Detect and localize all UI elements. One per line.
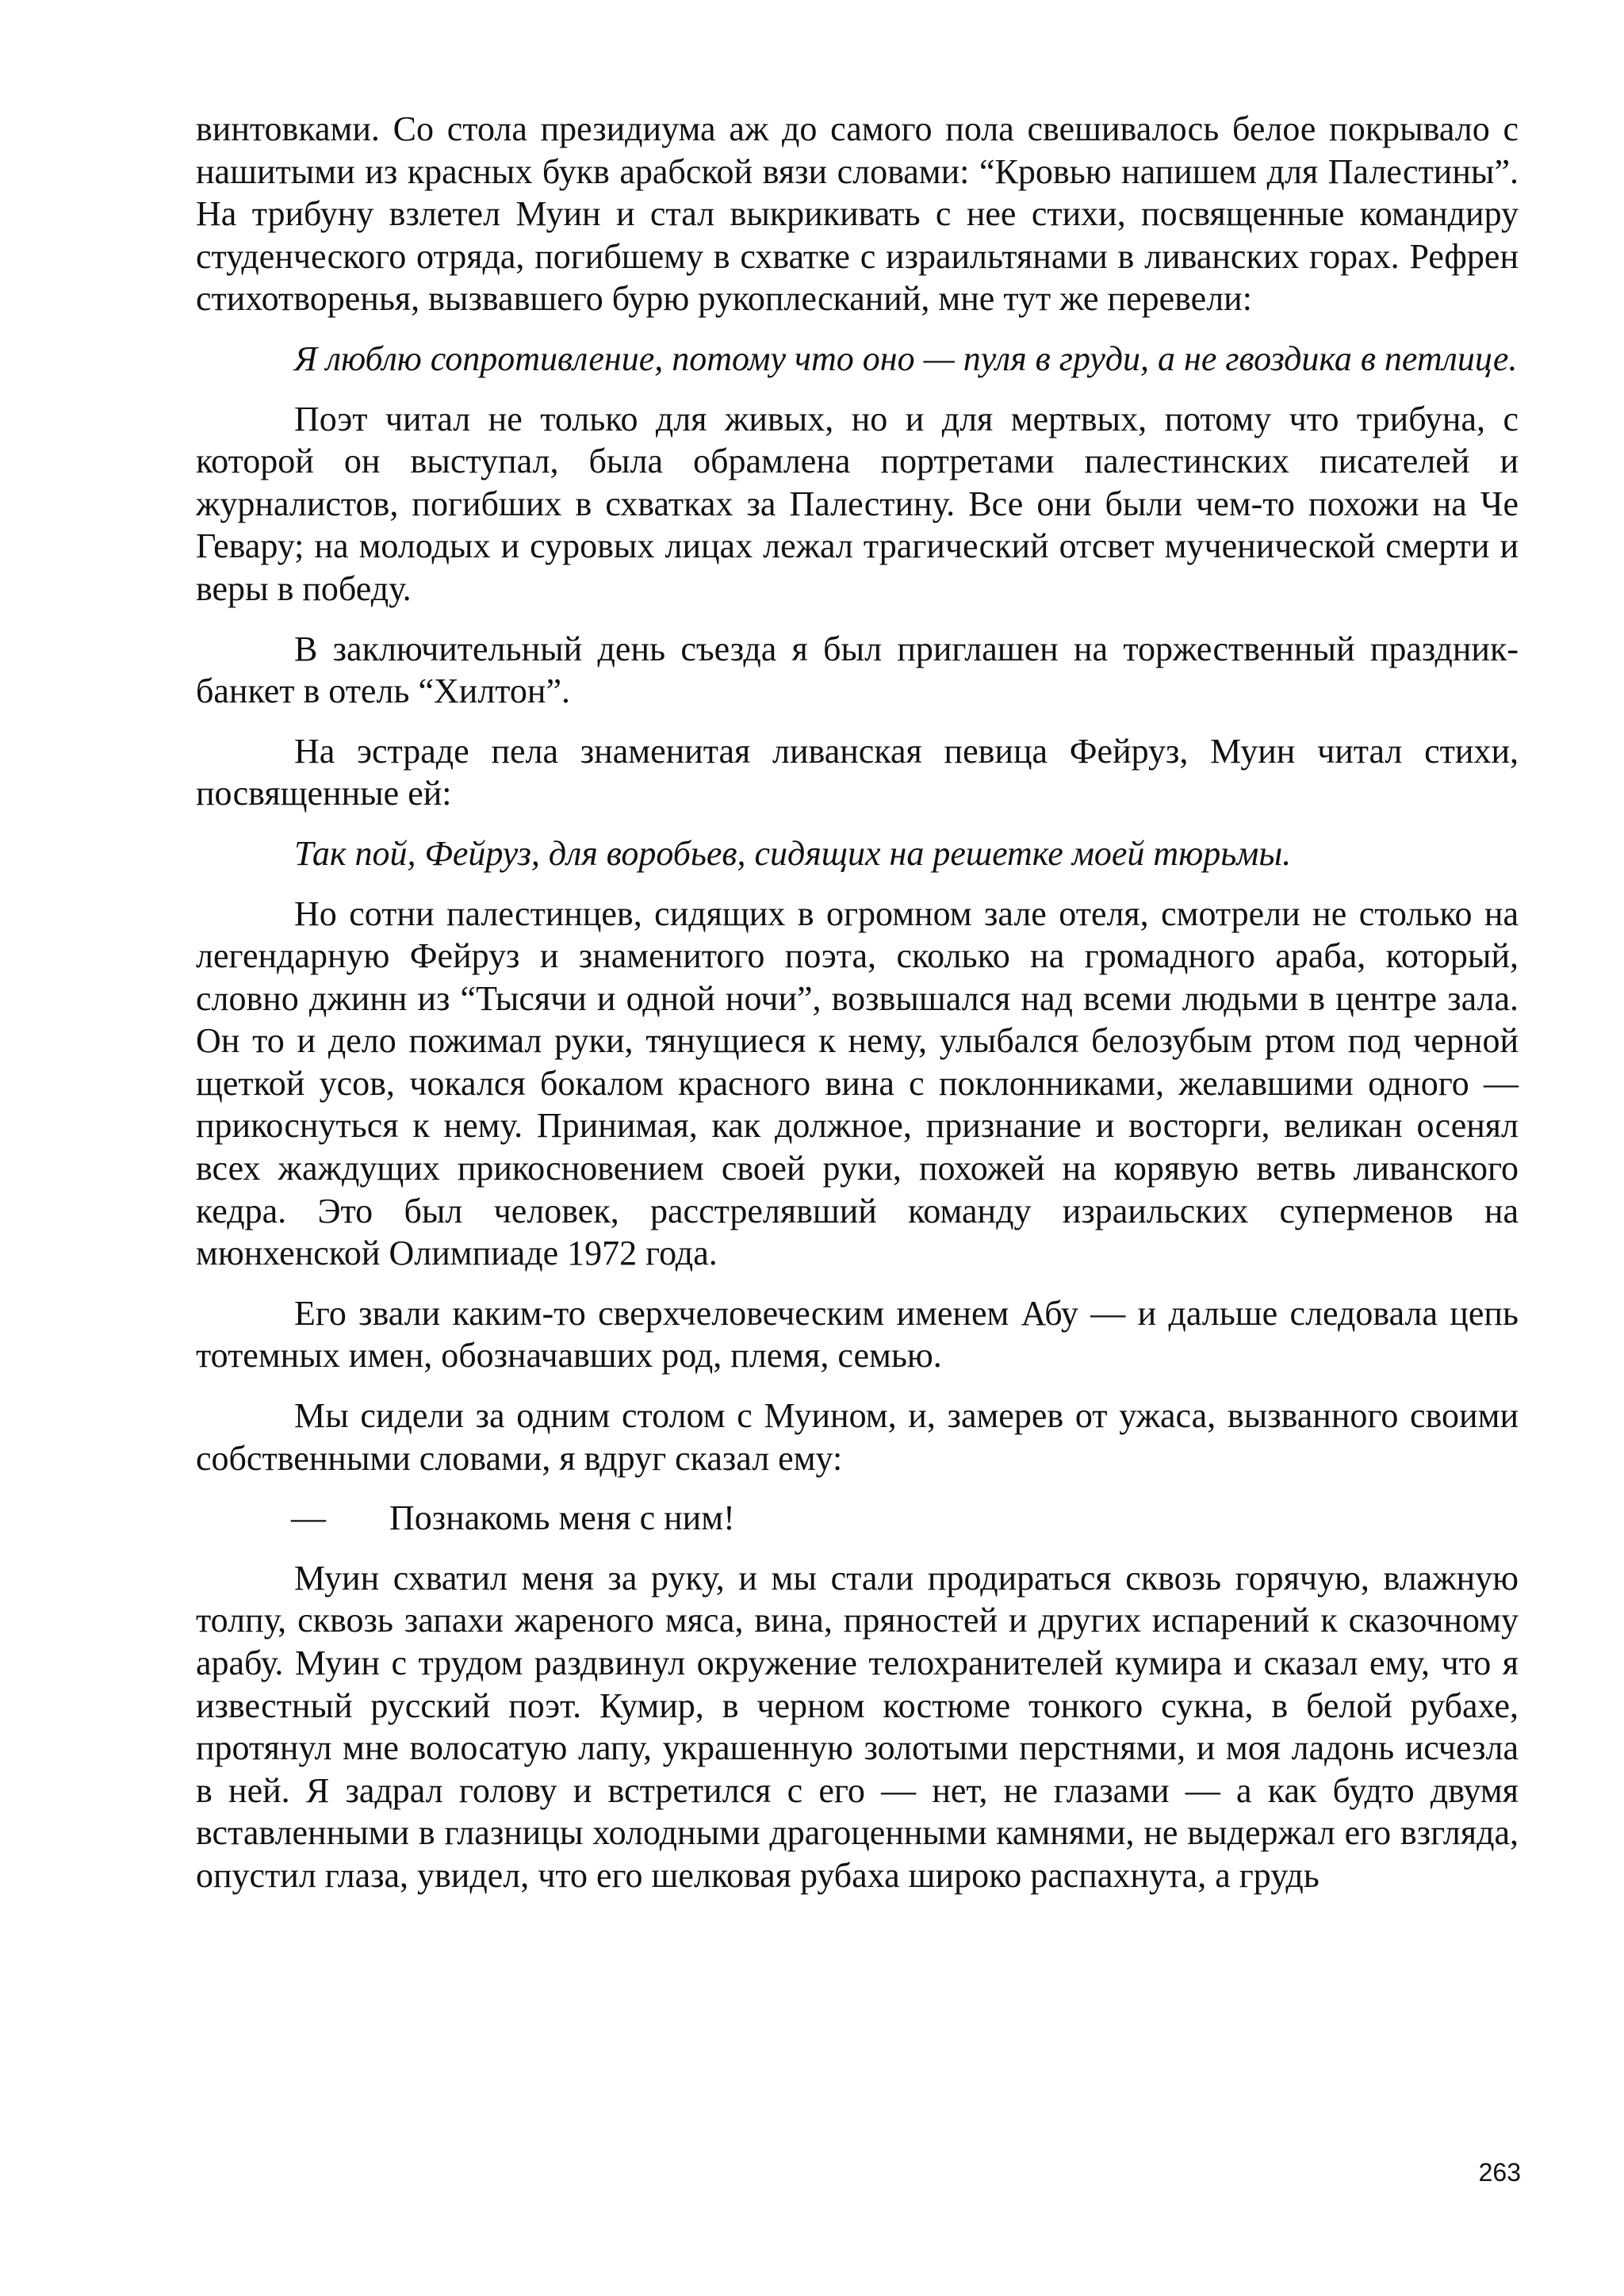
- paragraph: В заключительный день съезда я был приглашен на торжественный праздник-банкет в отель “Хилтон”.: [196, 629, 1519, 711]
- dialogue-dash: —: [291, 1498, 326, 1538]
- dialogue-text: Познакомь меня с ним!: [389, 1498, 735, 1538]
- verse-quote: Так пой, Фейруз, для воробьев, сидящих на решетке моей тюрьмы.: [294, 833, 1292, 873]
- verse-quote: Я люблю сопротивление, потому что оно — пуля в груди, а не гвоздика в петлице.: [294, 339, 1518, 378]
- page-body: [196, 108, 1519, 1915]
- paragraph: Мы сидели за одним столом с Муином, и, замерев от ужаса, вызванного своими собственными словами, я вдруг сказал ему:: [196, 1396, 1519, 1478]
- page-number: 263: [1478, 2158, 1521, 2187]
- paragraph: Но сотни палестинцев, сидящих в огромном зале отеля, смотрели не столько на легендарную Фейруз и знаменитого поэта, сколько на громадного араба, который, словно джинн из “Тысячи и одной ночи”, возвышался над всеми людьми в центре зала. Он то и дело пожимал руки, тянущиеся к нему, улыбался белозубым ртом под черной щеткой усов, чокался бокалом красного вина с поклонниками, желавшими одного — прикоснуться к нему. Принимая, как должное, признание и восторги, великан осенял всех жаждущих прикосновением своей руки, похожей на корявую ветвь ливанского кедра. Это был человек, расстрелявший команду израильских суперменов на мюнхенской Олимпиаде 1972 года.: [196, 894, 1519, 1273]
- paragraph: Муин схватил меня за руку, и мы стали продираться сквозь горячую, влажную толпу, сквозь запахи жареного мяса, вина, пряностей и других испарений к сказочному арабу. Муин с трудом раздвинул окружение телохранителей кумира и сказал ему, что я известный русский поэт. Кумир, в черном костюме тонкого сукна, в белой рубахе, протянул мне волосатую лапу, украшенную золотыми перстнями, и моя ладонь исчезла в ней. Я задрал голову и встретился с его — нет, не глазами — а как будто двумя вставленными в глазницы холодными драгоценными камнями, не выдержал его взгляда, опустил глаза, увидел, что его шелковая рубаха широко распахнута, а грудь: [196, 1558, 1519, 1895]
- dialogue-line: [196, 1497, 1519, 1540]
- paragraph: На эстраде пела знаменитая ливанская певица Фейруз, Муин читал стихи, посвященные ей:: [196, 731, 1519, 813]
- paragraph: Поэт читал не только для живых, но и для мертвых, потому что трибуна, с которой он выступал, была обрамлена портретами палестинских писателей и журналистов, погибших в схватках за Палестину. Все они были чем-то похожи на Че Гевару; на молодых и суровых лицах лежал трагический отсвет мученической смерти и веры в победу.: [196, 399, 1519, 608]
- paragraph: винтовками. Со стола президиума аж до самого пола свешивалось белое покрывало с нашитыми из красных букв арабской вязи словами: “Кровью напишем для Палестины”. На трибуну взлетел Муин и стал выкрикивать с нее стихи, посвященные командиру студенческого отряда, погибшему в схватке с израильтянами в ливанских горах. Рефрен стихотворенья, вызвавшего бурю рукоплесканий, мне тут же перевели:: [196, 109, 1519, 319]
- paragraph: Его звали каким-то сверхчеловеческим именем Абу — и дальше следовала цепь тотемных имен, обозначавших род, племя, семью.: [196, 1293, 1519, 1376]
